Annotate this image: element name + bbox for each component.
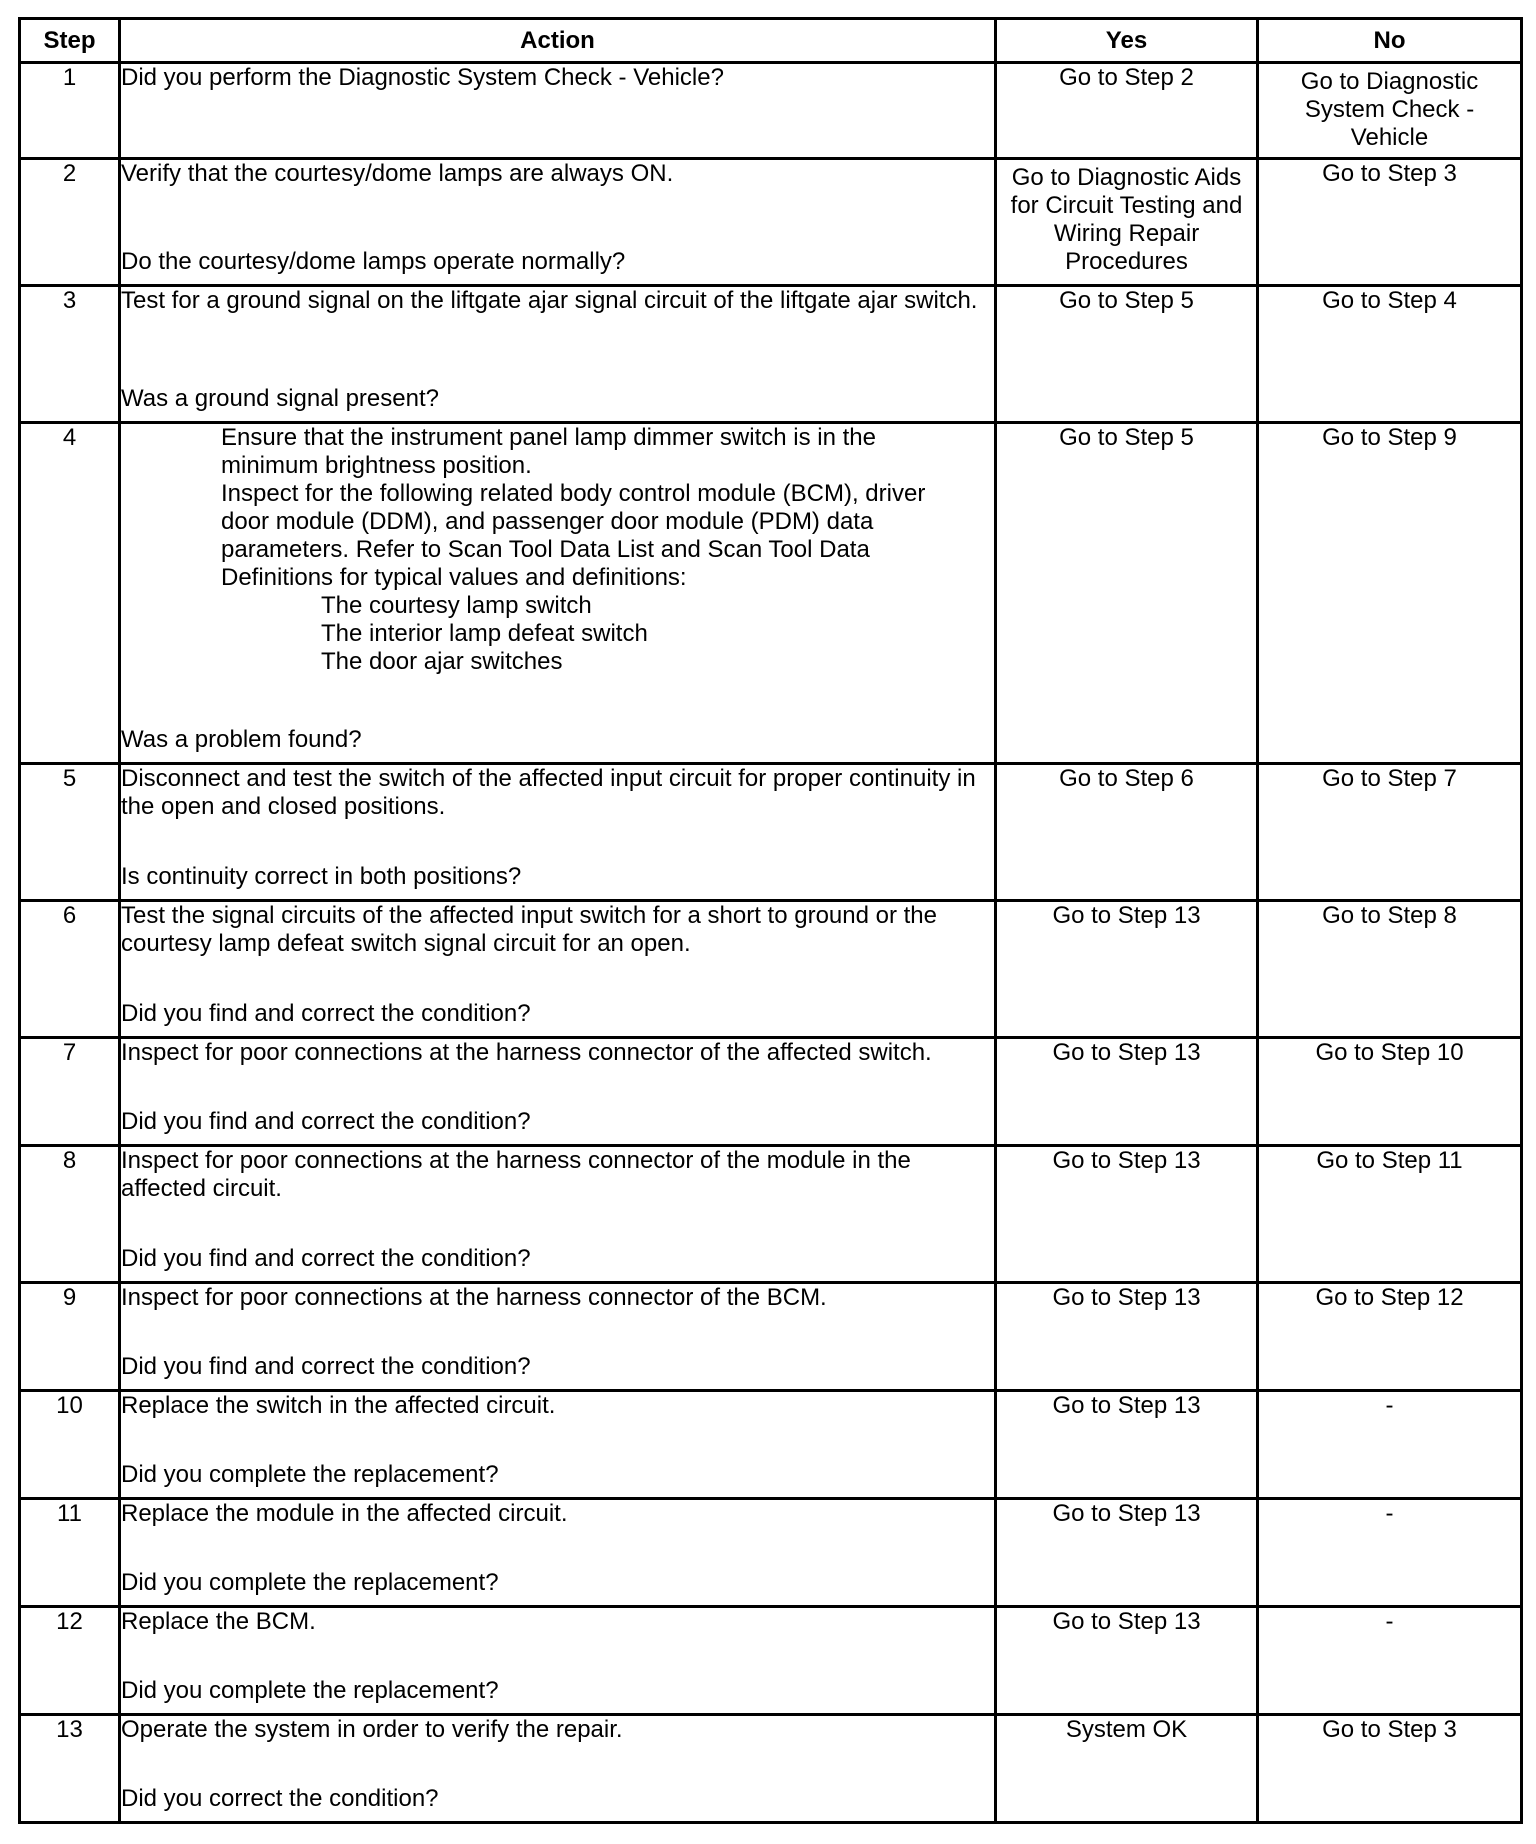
- step-number: 9: [20, 1283, 120, 1391]
- no-result: Go to Step 9: [1258, 423, 1522, 764]
- action-text: Test the signal circuits of the affected input switch for a short to ground or the courtesy lamp defeat switch signal circuit for an open.: [121, 902, 937, 957]
- table-row: [20, 423, 1522, 764]
- action-text: Test for a ground signal on the liftgate ajar signal circuit of the liftgate ajar switch.: [121, 287, 978, 314]
- action-subitem: The interior lamp defeat switch: [321, 620, 648, 647]
- yes-result: Go to Step 13: [996, 1038, 1258, 1146]
- header-row: [20, 19, 1522, 63]
- action-cell: [120, 764, 996, 901]
- step-number: 6: [20, 901, 120, 1038]
- table-row: [20, 1283, 1522, 1391]
- diagnostic-table-container: [18, 17, 1523, 1824]
- action-item: Ensure that the instrument panel lamp dimmer switch is in the minimum brightness position.: [221, 424, 876, 479]
- no-result: Go to Step 4: [1258, 286, 1522, 423]
- action-question: Do the courtesy/dome lamps operate normally?: [121, 248, 626, 275]
- action-question: Did you find and correct the condition?: [121, 1000, 531, 1027]
- table-row: [20, 1146, 1522, 1283]
- action-question: Did you find and correct the condition?: [121, 1245, 531, 1272]
- action-question: Did you find and correct the condition?: [121, 1353, 531, 1380]
- yes-result: Go to Step 5: [996, 423, 1258, 764]
- action-cell: [120, 1038, 996, 1146]
- step-number: 3: [20, 286, 120, 423]
- yes-result: Go to Step 2: [996, 63, 1258, 159]
- no-result: Go to Step 3: [1258, 159, 1522, 286]
- action-cell: [120, 1146, 996, 1283]
- action-item: Inspect for the following related body control module (BCM), driver door module (DDM), and passenger door module (PDM) data parameters. Refer to Scan Tool Data List and Scan Tool Data Definitions for typical values and definitions:: [221, 480, 926, 591]
- table-row: [20, 286, 1522, 423]
- yes-result: Go to Step 13: [996, 1391, 1258, 1499]
- action-text: Operate the system in order to verify the repair.: [121, 1716, 623, 1743]
- action-text: Replace the switch in the affected circuit.: [121, 1392, 556, 1419]
- table-row: [20, 63, 1522, 159]
- yes-result: Go to Step 13: [996, 1607, 1258, 1715]
- no-result: Go to Diagnostic System Check - Vehicle: [1258, 63, 1522, 159]
- action-cell: [120, 286, 996, 423]
- action-text: Inspect for poor connections at the harness connector of the BCM.: [121, 1284, 827, 1311]
- no-result: Go to Step 12: [1258, 1283, 1522, 1391]
- diagnostic-table: [18, 17, 1523, 1824]
- action-cell: [120, 63, 996, 159]
- action-question: Was a ground signal present?: [121, 385, 439, 412]
- action-text: Inspect for poor connections at the harness connector of the module in the affected circuit.: [121, 1147, 911, 1202]
- action-question: Did you complete the replacement?: [121, 1569, 499, 1596]
- action-cell: [120, 159, 996, 286]
- yes-result: System OK: [996, 1715, 1258, 1823]
- action-subitem: The door ajar switches: [321, 648, 563, 675]
- header-yes: Yes: [996, 19, 1258, 63]
- no-result: Go to Step 11: [1258, 1146, 1522, 1283]
- action-cell: [120, 1715, 996, 1823]
- header-no: No: [1258, 19, 1522, 63]
- yes-result: Go to Diagnostic Aids for Circuit Testing and Wiring Repair Procedures: [996, 159, 1258, 286]
- step-number: 2: [20, 159, 120, 286]
- action-cell: [120, 423, 996, 764]
- step-number: 1: [20, 63, 120, 159]
- action-question: Did you correct the condition?: [121, 1785, 439, 1812]
- action-question: Did you find and correct the condition?: [121, 1108, 531, 1135]
- action-cell: [120, 901, 996, 1038]
- action-cell: [120, 1499, 996, 1607]
- action-cell: [120, 1391, 996, 1499]
- step-number: 13: [20, 1715, 120, 1823]
- table-row: [20, 1607, 1522, 1715]
- step-number: 5: [20, 764, 120, 901]
- action-text: Did you perform the Diagnostic System Check - Vehicle?: [121, 64, 724, 91]
- no-result: Go to Step 10: [1258, 1038, 1522, 1146]
- step-number: 10: [20, 1391, 120, 1499]
- yes-result: Go to Step 13: [996, 1283, 1258, 1391]
- yes-result: Go to Step 6: [996, 764, 1258, 901]
- action-text: Replace the module in the affected circuit.: [121, 1500, 568, 1527]
- yes-result: Go to Step 13: [996, 901, 1258, 1038]
- action-question: Was a problem found?: [121, 726, 362, 753]
- action-cell: [120, 1283, 996, 1391]
- table-row: [20, 901, 1522, 1038]
- table-row: [20, 1391, 1522, 1499]
- action-text: Disconnect and test the switch of the affected input circuit for proper continuity in the open and closed positions.: [121, 765, 976, 820]
- yes-result: Go to Step 13: [996, 1499, 1258, 1607]
- action-subitem: The courtesy lamp switch: [321, 592, 592, 619]
- no-result: Go to Step 3: [1258, 1715, 1522, 1823]
- no-result: Go to Step 7: [1258, 764, 1522, 901]
- no-result: -: [1258, 1499, 1522, 1607]
- action-text: Inspect for poor connections at the harness connector of the affected switch.: [121, 1039, 932, 1066]
- action-question: Is continuity correct in both positions?: [121, 863, 522, 890]
- action-question: Did you complete the replacement?: [121, 1461, 499, 1488]
- no-result: -: [1258, 1607, 1522, 1715]
- table-row: [20, 159, 1522, 286]
- table-row: [20, 1499, 1522, 1607]
- step-number: 11: [20, 1499, 120, 1607]
- step-number: 4: [20, 423, 120, 764]
- no-result: -: [1258, 1391, 1522, 1499]
- action-text: Verify that the courtesy/dome lamps are always ON.: [121, 160, 674, 187]
- action-cell: [120, 1607, 996, 1715]
- action-question: Did you complete the replacement?: [121, 1677, 499, 1704]
- step-number: 12: [20, 1607, 120, 1715]
- header-step: Step: [20, 19, 120, 63]
- table-row: [20, 764, 1522, 901]
- step-number: 8: [20, 1146, 120, 1283]
- header-action: Action: [120, 19, 996, 63]
- table-row: [20, 1715, 1522, 1823]
- no-result: Go to Step 8: [1258, 901, 1522, 1038]
- table-row: [20, 1038, 1522, 1146]
- action-text: Replace the BCM.: [121, 1608, 316, 1635]
- step-number: 7: [20, 1038, 120, 1146]
- yes-result: Go to Step 13: [996, 1146, 1258, 1283]
- yes-result: Go to Step 5: [996, 286, 1258, 423]
